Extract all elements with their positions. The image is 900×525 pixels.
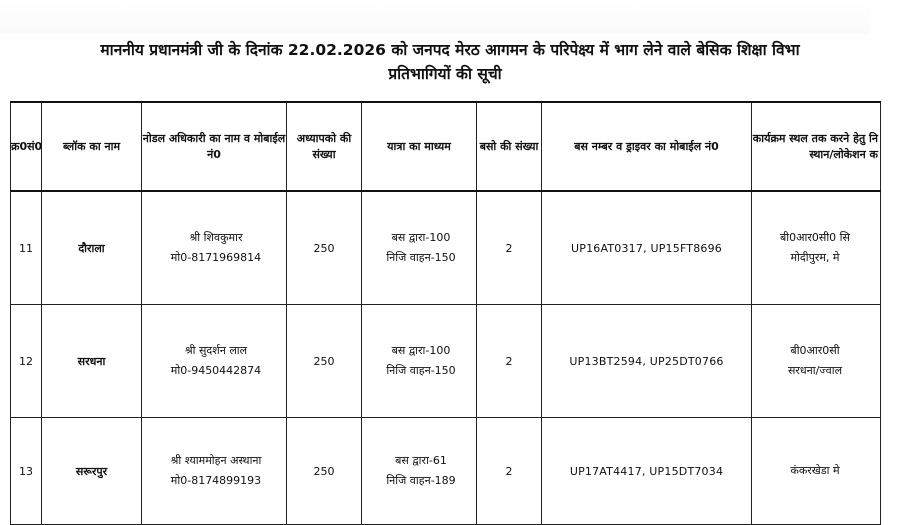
cell-mode: [362, 418, 477, 525]
cell-mode: [362, 191, 477, 305]
cell-officer: [142, 418, 287, 525]
cell-officer: [142, 305, 287, 418]
table-row: [11, 418, 881, 525]
header-mode: यात्रा का माध्यम: [362, 102, 477, 191]
cell-mode: [362, 305, 477, 418]
participants-table: [10, 101, 881, 525]
officer-mobile: मो0-9450442874: [170, 364, 262, 377]
cell-teachers: 250: [287, 418, 362, 525]
mode-private: निजि वाहन-150: [386, 364, 456, 377]
header-bus-driver: बस नम्बर व ड्राइवर का मोबाईल नं0: [542, 102, 752, 191]
cell-serial: 12: [11, 305, 42, 418]
mode-private: निजि वाहन-189: [386, 474, 456, 487]
cell-teachers: 250: [287, 191, 362, 305]
cell-officer: [142, 191, 287, 305]
cell-venue: [752, 191, 881, 305]
venue-line-1: बी0आर0सी: [790, 344, 840, 357]
mode-bus: बस द्वारा-100: [391, 231, 451, 244]
cell-bus-count: 2: [477, 305, 542, 418]
cell-serial: 11: [11, 191, 42, 305]
cell-bus-count: 2: [477, 191, 542, 305]
heading-line-2: प्रतिभागियों की सूची: [388, 65, 502, 83]
officer-name: श्री श्याममोहन अस्थाना: [170, 454, 262, 467]
cell-block: सरधना: [42, 305, 142, 418]
page-top-band: [0, 0, 870, 34]
heading-line-1: माननीय प्रधानमंत्री जी के दिनांक 22.02.2026 को जनपद मेरठ आगमन के परिपेक्ष्य में भाग लेने वाले बेसिक शिक्षा विभा: [100, 41, 800, 59]
document-heading: [0, 38, 900, 86]
cell-serial: 13: [11, 418, 42, 525]
cell-venue: [752, 305, 881, 418]
venue-line-2: मोदीपुरम, मे: [790, 251, 840, 264]
table-header-row: [11, 102, 881, 191]
cell-bus-numbers: UP13BT2594, UP25DT0766: [542, 305, 752, 418]
cell-block: सरूरपुर: [42, 418, 142, 525]
officer-name: श्री शिवकुमार: [189, 231, 243, 244]
cell-bus-count: 2: [477, 418, 542, 525]
officer-mobile: मो0-8174899193: [170, 474, 262, 487]
cell-teachers: 250: [287, 305, 362, 418]
cell-venue: [752, 418, 881, 525]
venue-line-2: सरधना/ज्वाल: [787, 364, 843, 377]
header-bus-count: बसो की संख्या: [477, 102, 542, 191]
table-row: [11, 305, 881, 418]
header-block: ब्लॉक का नाम: [42, 102, 142, 191]
header-venue: कार्यक्रम स्थल तक करने हेतु नि स्थान/लोकेशन क: [752, 102, 881, 191]
cell-block: दौराला: [42, 191, 142, 305]
header-teachers: अध्यापको की संख्या: [287, 102, 362, 191]
venue-line-1: कंकरखेडा मे: [790, 464, 840, 477]
mode-private: निजि वाहन-150: [386, 251, 456, 264]
officer-name: श्री सुदर्शन लाल: [184, 344, 248, 357]
mode-bus: बस द्वारा-61: [395, 454, 447, 467]
table-row: [11, 191, 881, 305]
officer-mobile: मो0-8171969814: [170, 251, 262, 264]
header-serial: क्र0सं0: [11, 102, 42, 191]
mode-bus: बस द्वारा-100: [391, 344, 451, 357]
cell-bus-numbers: UP16AT0317, UP15FT8696: [542, 191, 752, 305]
venue-line-1: बी0आर0सी0 सि: [780, 231, 850, 244]
header-officer: नोडल अधिकारी का नाम व मोबाईल नं0: [142, 102, 287, 191]
cell-bus-numbers: UP17AT4417, UP15DT7034: [542, 418, 752, 525]
